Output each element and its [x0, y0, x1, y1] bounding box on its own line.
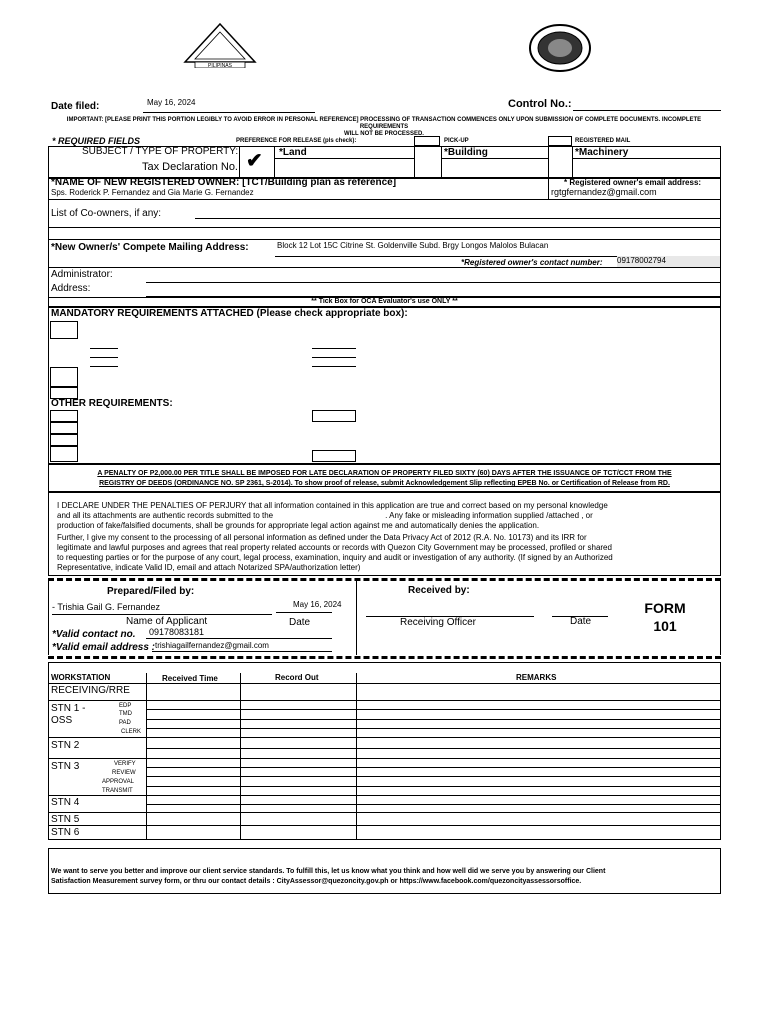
other-checkbox-3[interactable] — [50, 434, 78, 446]
control-no-label: Control No.: — [508, 98, 572, 110]
valid-email-value[interactable]: trishiagailfernandez@gmail.com — [155, 641, 269, 650]
address-label: Address: — [51, 283, 91, 294]
workstation-table — [48, 662, 721, 840]
name-of-applicant-label: Name of Applicant — [126, 616, 208, 627]
preference-label: PREFERENCE FOR RELEASE (pls check): — [236, 138, 357, 144]
penalty-notice: A PENALTY OF P2,000.00 PER TITLE SHALL BE IMPOSED FOR LATE DECLARATION OF PROPERTY FILED SIXTY (60) DAYS AFTER THE ISSUANCE OF TCT/CCT FROM THE REGISTRY OF DEEDS (ORDINANCE NO. SP 2361, S-2014). To show proof of release, submit Acknowledgement Slip reflecting EPEB No. or Certification of Release from RD. — [97, 470, 672, 487]
machinery-label: *Machinery — [575, 147, 629, 158]
ws-transmit: TRANSMIT — [102, 788, 133, 794]
applicant-name-value[interactable]: - Trishia Gail G. Fernandez — [52, 602, 161, 612]
receiving-officer-label: Receiving Officer — [400, 617, 476, 628]
contact-number-value[interactable]: 09178002794 — [617, 256, 720, 267]
mailing-address-value[interactable]: Block 12 Lot 15C Citrine St. Goldenville Subd. Brgy Longos Malolos Bulacan — [277, 241, 549, 250]
ws-header-received-time: Received Time — [162, 674, 218, 683]
ws-clerk: CLERK — [121, 729, 142, 735]
date-filed-label: Date filed: — [51, 101, 100, 112]
owner-name-label: *NAME OF NEW REGISTERED OWNER: [TCT/Building plan as reference] — [51, 177, 397, 188]
tax-declaration-label: Tax Declaration No. — [142, 161, 238, 173]
ws-tmd: TMD — [119, 711, 132, 717]
form-label: FORM — [644, 600, 686, 616]
other-checkbox-6[interactable] — [312, 450, 356, 462]
owner-email-value[interactable]: rgtgfernandez@gmail.com — [551, 187, 657, 197]
registered-mail-label: REGISTERED MAIL — [575, 138, 631, 144]
valid-contact-label: *Valid contact no. — [52, 629, 136, 640]
coowners-label: List of Co-owners, if any: — [51, 208, 162, 219]
ws-stn4: STN 4 — [51, 797, 80, 808]
requirements-box — [48, 307, 721, 464]
other-checkbox-4[interactable] — [50, 446, 78, 462]
check-icon: ✔ — [246, 150, 263, 172]
other-checkbox-5[interactable] — [312, 410, 356, 422]
ws-header-workstation: WORKSTATION — [51, 673, 111, 682]
received-date-label: Date — [570, 616, 592, 627]
pickup-label: PICK-UP — [444, 138, 469, 144]
prepared-by-label: Prepared/Filed by: — [107, 586, 195, 597]
other-checkbox-2[interactable] — [50, 422, 78, 434]
applicant-date-label: Date — [289, 617, 311, 628]
mandatory-label: MANDATORY REQUIREMENTS ATTACHED (Please check appropriate box): — [51, 308, 408, 319]
mandatory-checkbox-1[interactable] — [50, 321, 78, 339]
declaration-text: I DECLARE UNDER THE PENALTIES OF PERJURY that all information contained in this application are true and correct based on my personal knowledge and all its attachments are authentic records submitted to the . Any fake or misleading information supplied /attached , or production of fake/falsified documents, shall be grounds for appropriate legal action against me and automatically denies the application. Further, I give my consent to the processing of all personal information as defined under the Data Privacy Act of 2012 (R.A. No. 10173) and its IRR for legitimate and lawful purposes and agrees that real property related accounts or records with Quezon City Government may be processed, profiled or shared to requesting parties or for the purpose of any court, legal process, examination, inquiry and audit or investigation of any authority. (If signed by an Authorized Representative, indicate Valid ID, email and attach Notarized SPA/authorization letter) — [57, 501, 613, 572]
ws-approval: APPROVAL — [102, 779, 134, 785]
svg-text:PILIPINAS: PILIPINAS — [208, 63, 232, 68]
ws-header-record-out: Record Out — [275, 673, 319, 682]
ws-edp: EDP — [119, 703, 132, 709]
ws-stn3: STN 3 — [51, 761, 80, 772]
philippine-seal-logo — [183, 22, 257, 68]
mailing-address-label: *New Owner/s' Compete Mailing Address: — [51, 242, 249, 253]
footer-message: We want to serve you better and improve our client service standards. To fulfill this, let us know what you think and how well did we serve you by answering our Client Satisfaction Measurement survey form, or thru our contact details : CityAssessor@quezoncity.gov.ph or https://www.facebook.com/quezoncityassessorsoffice. — [51, 868, 606, 885]
registered-mail-checkbox[interactable] — [548, 136, 572, 146]
ws-receiving: RECEIVING/RRE — [51, 685, 130, 696]
city-assessor-seal-logo — [529, 24, 591, 72]
contact-number-label: *Registered owner's contact number: — [461, 258, 603, 267]
ws-stn6: STN 6 — [51, 827, 80, 838]
other-requirements-label: OTHER REQUIREMENTS: — [51, 398, 173, 409]
form-number: 101 — [653, 618, 677, 634]
ws-stn5: STN 5 — [51, 814, 80, 825]
administrator-label: Administrator: — [51, 269, 113, 280]
other-checkbox-1[interactable] — [50, 410, 78, 422]
ws-header-remarks: REMARKS — [516, 673, 557, 682]
ws-review: REVIEW — [112, 770, 136, 776]
ws-pad: PAD — [119, 720, 131, 726]
important-notice: IMPORTANT: [PLEASE PRINT THIS PORTION LEGIBLY TO AVOID ERROR IN PERSONAL REFERENCE] PROCESSING OF TRANSACTION COMMENCES ONLY UPON SUBMISSION OF COMPLETE DOCUMENTS. INCOMPLETE REQUIREMENTS WILL NOT BE PROCESSED. — [66, 117, 702, 137]
required-fields-label: * REQUIRED FIELDS — [52, 136, 141, 146]
mandatory-checkbox-2[interactable] — [50, 367, 78, 387]
owner-name-value[interactable]: Sps. Roderick P. Fernandez and Gia Marie G. Fernandez — [51, 188, 254, 197]
received-by-label: Received by: — [408, 585, 470, 596]
ws-stn1: STN 1 - — [51, 703, 86, 714]
valid-contact-value[interactable]: 09178083181 — [149, 627, 205, 637]
pickup-checkbox[interactable] — [414, 136, 440, 146]
ws-verify: VERIFY — [114, 761, 136, 767]
oca-note: ** Tick Box for OCA Evaluator's use ONLY ** — [311, 298, 458, 305]
owner-email-label: * Registered owner's email address: — [564, 178, 702, 187]
date-filed-value[interactable]: May 16, 2024 — [147, 98, 196, 107]
subject-type-label: SUBJECT / TYPE OF PROPERTY: — [82, 146, 239, 157]
land-label: *Land — [279, 147, 307, 158]
ws-oss: OSS — [51, 715, 73, 726]
ws-stn2: STN 2 — [51, 740, 80, 751]
applicant-date-value[interactable]: May 16, 2024 — [293, 600, 342, 609]
building-label: *Building — [444, 147, 488, 158]
valid-email-label: *Valid email address : — [52, 642, 156, 653]
